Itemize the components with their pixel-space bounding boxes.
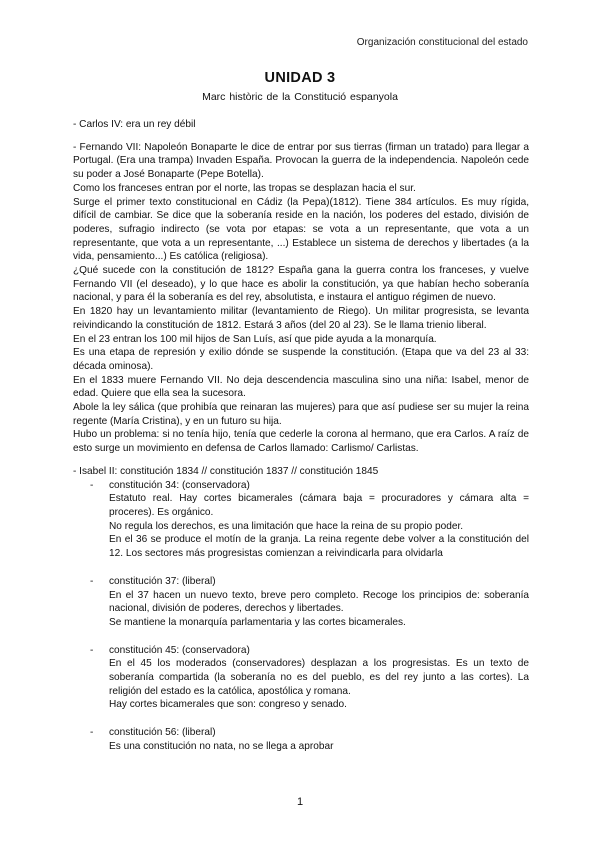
paragraph: ¿Qué sucede con la constitución de 1812? España gana la guerra contra los franceses, y vuelve Fernando VII (el deseado), y lo que hace es abolir la constitución, ya que habían hecho soberanía nacional, y para él la soberanía es del rey, absolutista, e instaura el antiguo régimen de nuevo. [73, 265, 529, 304]
page-title: UNIDAD 3 [264, 70, 336, 86]
bullet-dash: - [90, 479, 94, 491]
bullet-dash: - [90, 644, 94, 656]
detail-line: Es una constitución no nata, no se llega a aprobar [109, 740, 334, 752]
bullet-dash: - [90, 575, 94, 587]
bullet-dash: - [90, 727, 94, 739]
paragraph: En el 23 entran los 100 mil hijos de San Luís, así que pide ayuda a la monarquía. [73, 333, 437, 345]
detail-line: En el 37 hacen un nuevo texto, breve pero completo. Recoge los principios de: soberanía nacional, división de poderes, derechos y libertades. [109, 589, 529, 615]
running-header: Organización constitucional del estado [356, 37, 528, 48]
constitution-heading: constitución 56: (liberal) [109, 727, 216, 739]
detail-line: Hay cortes bicamerales que son: congreso y senado. [109, 699, 347, 711]
list-item-constitucion-34 [73, 479, 529, 493]
list-item-constitucion-56 [73, 726, 529, 740]
constitution-heading: constitución 45: (conservadora) [109, 644, 250, 656]
constitution-details [73, 492, 529, 561]
paragraph-trienio-liberal: En 1820 hay un levantamiento militar (levantamiento de Riego). Un militar progresista, se levanta reivindicando la constitución de 1812. Estará 3 años (del 20 al 23). Se le llama trienio liberal. [73, 306, 529, 331]
constitution-details [73, 589, 529, 630]
page-subtitle: Marc històric de la Constitució espanyola [202, 91, 398, 103]
paragraph: En el 1833 muere Fernando VII. No deja descendencia masculina sino una niña: Isabel, menor de edad. Quiere que ella sea la sucesora. [73, 374, 529, 400]
page-number: 1 [296, 796, 304, 808]
paragraph-ley-salica: Abole la ley sálica (que prohibía que reinaran las mujeres) para que así pudiese ser su mujer la reina regente (María Cristina), y en un futuro su hija. [73, 402, 529, 427]
detail-line: Estatuto real. Hay cortes bicamerales (cámara baja = procuradores y cámara alta = proceres). Es orgánico. [109, 493, 529, 518]
paragraph-fernando-vii: - Fernando VII: Napoleón Bonaparte le dice de entrar por sus tierras (firman un tratado) para llegar a Portugal. (Era una trampa) Invaden España. Provocan la guerra de la independencia. Napoleón cede su poder a José Bonaparte (Pepe Botella). [73, 141, 529, 181]
paragraph-decada-ominosa: Es una etapa de represión y exilio dónde se suspende la constitución. (Etapa que va del 23 al 33: década ominosa). [73, 347, 529, 372]
constitution-heading: constitución 37: (liberal) [109, 575, 216, 587]
constitution-details [73, 740, 529, 754]
detail-line: En el 45 los moderados (conservadores) desplazan a los progresistas. Es un texto de soberanía compartida (la soberanía no es del pueblo, es del rey junto a las cortes). La religión del estado es la católica, apostólica y romana. [109, 658, 529, 697]
paragraph-carlos-iv: - Carlos IV: era un rey débil [73, 119, 196, 130]
paragraph-cadiz-1812: Surge el primer texto constitucional en Cádiz (la Pepa)(1812). Tiene 384 artículos. Es muy rígida, difícil de cambiar. Se dice que la soberanía reside en la nación, los poderes del estado, división de poderes, sufragio indirecto (se vota por etapas: se vota a un representante, que vota a un representante, que vota a un representante, ...) Establece un sistema de derechos y libertades (a la vida, pensamiento...) Es católica (religiosa). [73, 196, 529, 263]
document-body [73, 118, 529, 754]
detail-line: En el 36 se produce el motín de la granja. La reina regente debe volver a la constitución del 12. Los sectores más progresistas comienzan a reivindicarla para olvidarla [109, 534, 529, 560]
list-item-constitucion-37 [73, 575, 529, 589]
list-item-constitucion-45 [73, 644, 529, 658]
paragraph: Como los franceses entran por el norte, las tropas se desplazan hacia el sur. [73, 182, 416, 194]
paragraph-carlismo: Hubo un problema: si no tenía hijo, tenía que cederle la corona al hermano, que era Carlos. A raíz de esto surge un movimiento en defensa de Carlos llamado: Carlismo/ Carlistas. [73, 429, 529, 455]
detail-line: Se mantiene la monarquía parlamentaria y las cortes bicamerales. [109, 616, 406, 628]
constitution-details [73, 657, 529, 712]
detail-line: No regula los derechos, es una limitación que hace la reina de su propio poder. [109, 520, 464, 532]
constitution-heading: constitución 34: (conservadora) [109, 479, 250, 491]
paragraph-isabel-ii: - Isabel II: constitución 1834 // constitución 1837 // constitución 1845 [73, 465, 379, 477]
